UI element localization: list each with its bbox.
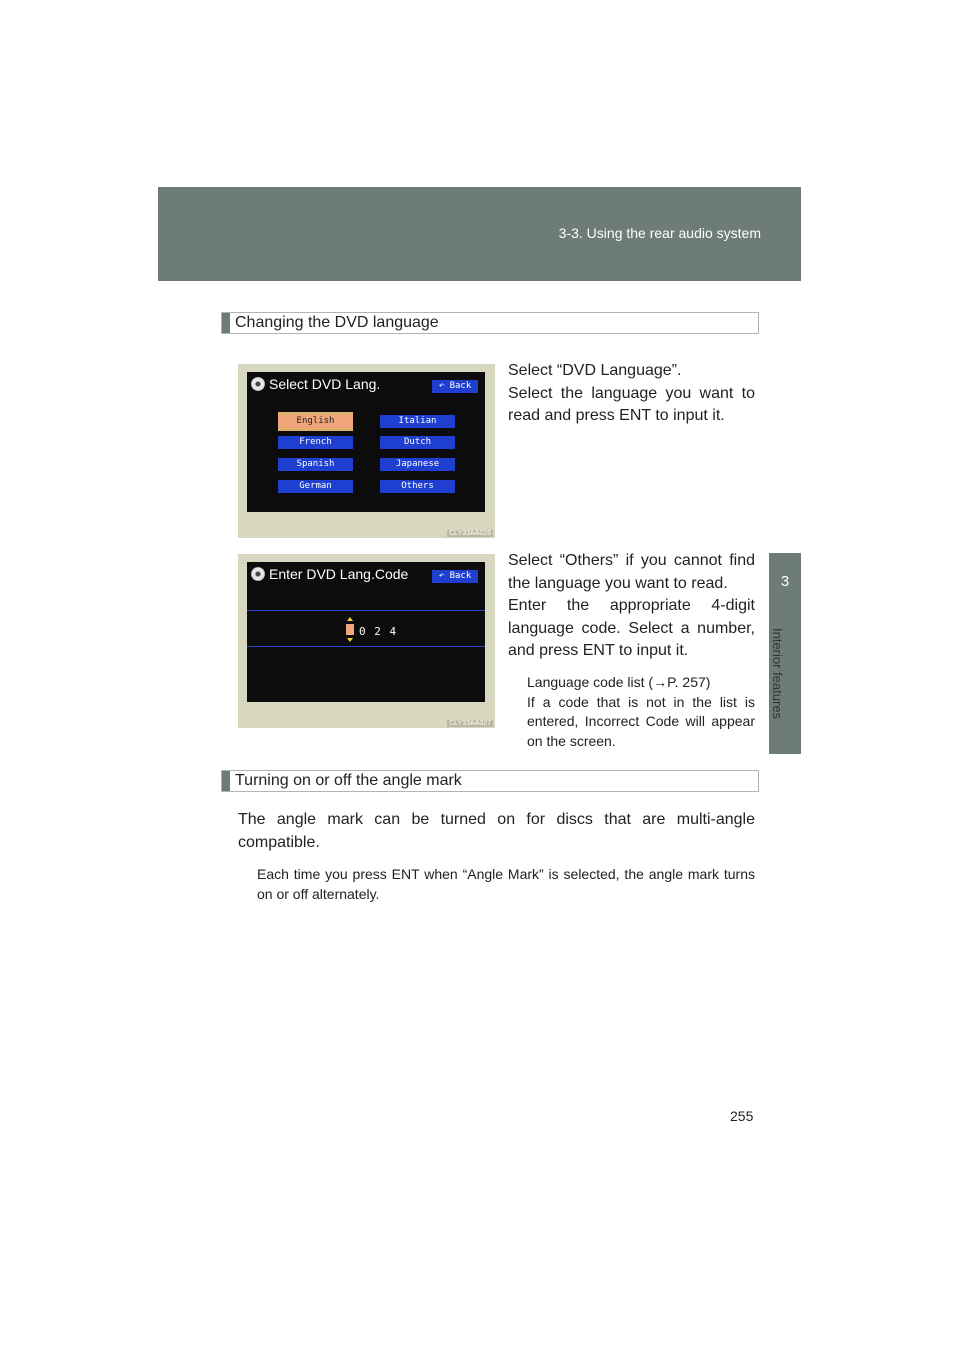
- note-language-code-list: Language code list (→P. 257): [527, 674, 711, 690]
- section-heading-text: Changing the DVD language: [235, 314, 439, 331]
- figure-select-dvd-lang: [238, 364, 495, 538]
- disc-icon: [251, 377, 265, 391]
- chapter-label-container: [770, 628, 797, 738]
- page-number: 255: [730, 1108, 754, 1124]
- header-section-title: 3-3. Using the rear audio system: [558, 225, 761, 241]
- lang-button-french[interactable]: French: [278, 436, 353, 449]
- divider-bottom: [247, 646, 485, 647]
- step-select-others: Select “Others” if you cannot find the language you want to read.: [508, 552, 755, 592]
- step-enter-code: Enter the appropriate 4-digit language code. Select a number, and press ENT to input it.: [508, 597, 755, 659]
- chapter-label: Interior features: [770, 628, 785, 720]
- heading-bar: [222, 771, 230, 791]
- arrow-up-icon[interactable]: [347, 617, 353, 621]
- lang-button-dutch[interactable]: Dutch: [380, 436, 455, 449]
- code-digits: 0 2 4: [359, 625, 398, 638]
- section-heading-text: Turning on or off the angle mark: [235, 772, 462, 789]
- note-incorrect-code: If a code that is not in the list is entered, Incorrect Code will appear on the screen.: [527, 693, 755, 749]
- screen-enter-code: [247, 562, 485, 702]
- screen-title: Select DVD Lang.: [269, 376, 381, 392]
- back-button[interactable]: ↶ Back: [432, 380, 478, 393]
- angle-mark-note: Each time you press ENT when “Angle Mark” is selected, the angle mark turns on or off alternately.: [257, 866, 755, 902]
- chapter-number: 3: [780, 573, 790, 590]
- divider-top: [247, 610, 485, 611]
- arrow-down-icon[interactable]: [347, 638, 353, 642]
- step-text-2: [508, 550, 755, 663]
- lang-button-german[interactable]: German: [278, 480, 353, 493]
- figure-code: CLY33AA027: [449, 720, 491, 727]
- figure-code: CLY33AA026: [449, 530, 491, 537]
- angle-mark-body: The angle mark can be turned on for discs that are multi-angle compatible.: [238, 811, 755, 851]
- code-cursor[interactable]: [346, 624, 354, 635]
- section-heading-dvd-language: [221, 312, 759, 334]
- figure-enter-lang-code: [238, 554, 495, 728]
- screen-title: Enter DVD Lang.Code: [269, 566, 409, 582]
- step-text-1: [508, 360, 755, 428]
- page-header: [158, 187, 801, 281]
- notes-language-code: [527, 673, 755, 751]
- lang-button-others[interactable]: Others: [380, 480, 455, 493]
- lang-button-spanish[interactable]: Spanish: [278, 458, 353, 471]
- section-heading-angle-mark: [221, 770, 759, 792]
- screen-select-lang: [247, 372, 485, 512]
- step-select-dvd-language: Select “DVD Language”.: [508, 362, 682, 379]
- disc-icon: [251, 567, 265, 581]
- heading-bar: [222, 313, 230, 333]
- back-button[interactable]: ↶ Back: [432, 570, 478, 583]
- lang-button-english[interactable]: English: [278, 415, 353, 428]
- lang-button-japanese[interactable]: Japanese: [380, 458, 455, 471]
- step-select-language: Select the language you want to read and press ENT to input it.: [508, 384, 755, 424]
- lang-button-italian[interactable]: Italian: [380, 415, 455, 428]
